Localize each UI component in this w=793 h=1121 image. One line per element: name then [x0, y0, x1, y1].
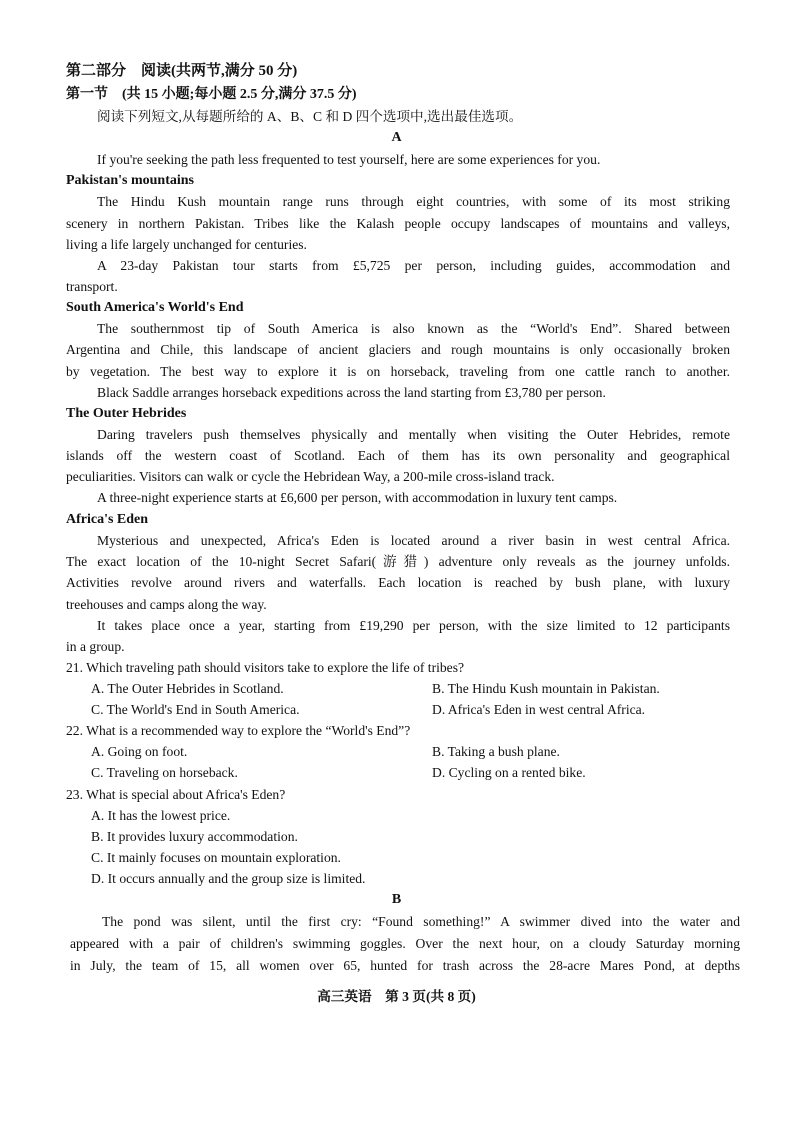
- question-23-option-a: A. It has the lowest price.: [91, 808, 231, 823]
- hebrides-line-4: A three-night experience starts at £6,600 per person, with accommodation in luxury tent camps.: [97, 490, 618, 505]
- pakistan-line-4: A 23-day Pakistan tour starts from £5,725 per person, including guides, accommodation and: [97, 258, 730, 273]
- hebrides-line-1: Daring travelers push themselves physically and mentally when visiting the Outer Hebrides, remote: [97, 427, 730, 442]
- passage-b-label: B: [391, 892, 402, 907]
- question-22-option-d: D. Cycling on a rented bike.: [432, 765, 586, 780]
- worlds-end-line-3: by vegetation. The best way to explore it is on horseback, traveling from one cattle ranch to another.: [66, 364, 730, 379]
- hebrides-line-2: islands off the western coast of Scotland. Each of them has its own personality and geographical: [66, 448, 730, 463]
- worlds-end-heading: South America's World's End: [66, 300, 244, 315]
- question-21-option-a: A. The Outer Hebrides in Scotland.: [91, 681, 284, 696]
- question-22-option-b: B. Taking a bush plane.: [432, 744, 560, 759]
- section-title: 第一节 (共 15 小题;每小题 2.5 分,满分 37.5 分): [66, 87, 357, 102]
- question-22-option-c: C. Traveling on horseback.: [91, 765, 238, 780]
- passage-a-intro: If you're seeking the path less frequented to test yourself, here are some experiences for you.: [97, 152, 601, 167]
- pakistan-heading: Pakistan's mountains: [66, 173, 194, 188]
- question-21-option-d: D. Africa's Eden in west central Africa.: [432, 702, 646, 717]
- passage-b-line-3: in July, the team of 15, all women over 65, hunted for trash across the 28-acre Mares Pond, at depths: [70, 958, 740, 973]
- part-title: 第二部分 阅读(共两节,满分 50 分): [66, 63, 298, 79]
- eden-line-6: in a group.: [66, 639, 125, 654]
- pakistan-line-2: scenery in northern Pakistan. Tribes like the Kalash people occupy landscapes of mountains and valleys,: [66, 216, 730, 231]
- eden-line-3: Activities revolve around rivers and waterfalls. Each location is reached by bush plane, with luxury: [66, 575, 730, 590]
- passage-b-line-1: The pond was silent, until the first cry: “Found something!” A swimmer dived into the water and: [102, 914, 740, 929]
- passage-b-line-2: appeared with a pair of children's swimming goggles. Over the next hour, on a cloudy Saturday morning: [70, 936, 740, 951]
- pakistan-line-3: living a life largely unchanged for centuries.: [66, 237, 307, 252]
- eden-heading: Africa's Eden: [66, 512, 149, 527]
- eden-line-5: It takes place once a year, starting from £19,290 per person, with the size limited to 12 participants: [97, 618, 730, 633]
- question-21-stem: 21. Which traveling path should visitors take to explore the life of tribes?: [66, 660, 465, 675]
- question-23-option-c: C. It mainly focuses on mountain exploration.: [91, 850, 341, 865]
- eden-line-2: The exact location of the 10-night Secret Safari(游猎) adventure only reveals as the journey unfolds.: [66, 554, 730, 569]
- instruction: 阅读下列短文,从每题所给的 A、B、C 和 D 四个选项中,选出最佳选项。: [97, 109, 523, 124]
- question-23-option-b: B. It provides luxury accommodation.: [91, 829, 298, 844]
- worlds-end-line-4: Black Saddle arranges horseback expeditions across the land starting from £3,780 per person.: [97, 385, 606, 400]
- hebrides-heading: The Outer Hebrides: [66, 406, 187, 421]
- pakistan-line-1: The Hindu Kush mountain range runs through eight countries, with some of its most striking: [97, 194, 730, 209]
- question-23-stem: 23. What is special about Africa's Eden?: [66, 787, 286, 802]
- worlds-end-line-1: The southernmost tip of South America is also known as the “World's End”. Shared between: [97, 321, 730, 336]
- question-21-option-b: B. The Hindu Kush mountain in Pakistan.: [432, 681, 660, 696]
- question-22-stem: 22. What is a recommended way to explore the “World's End”?: [66, 723, 411, 738]
- eden-line-1: Mysterious and unexpected, Africa's Eden is located around a river basin in west central Africa.: [97, 533, 730, 548]
- passage-a-label: A: [391, 130, 402, 145]
- worlds-end-line-2: Argentina and Chile, this landscape of ancient glaciers and rough mountains is only occasionally broken: [66, 342, 730, 357]
- pakistan-line-5: transport.: [66, 279, 118, 294]
- question-21-option-c: C. The World's End in South America.: [91, 702, 300, 717]
- question-22-option-a: A. Going on foot.: [91, 744, 188, 759]
- eden-line-4: treehouses and camps along the way.: [66, 597, 267, 612]
- page-footer: 高三英语 第 3 页(共 8 页): [317, 989, 476, 1004]
- hebrides-line-3: peculiarities. Visitors can walk or cycle the Hebridean Way, a 200-mile cross-island track.: [66, 469, 555, 484]
- question-23-option-d: D. It occurs annually and the group size is limited.: [91, 871, 366, 886]
